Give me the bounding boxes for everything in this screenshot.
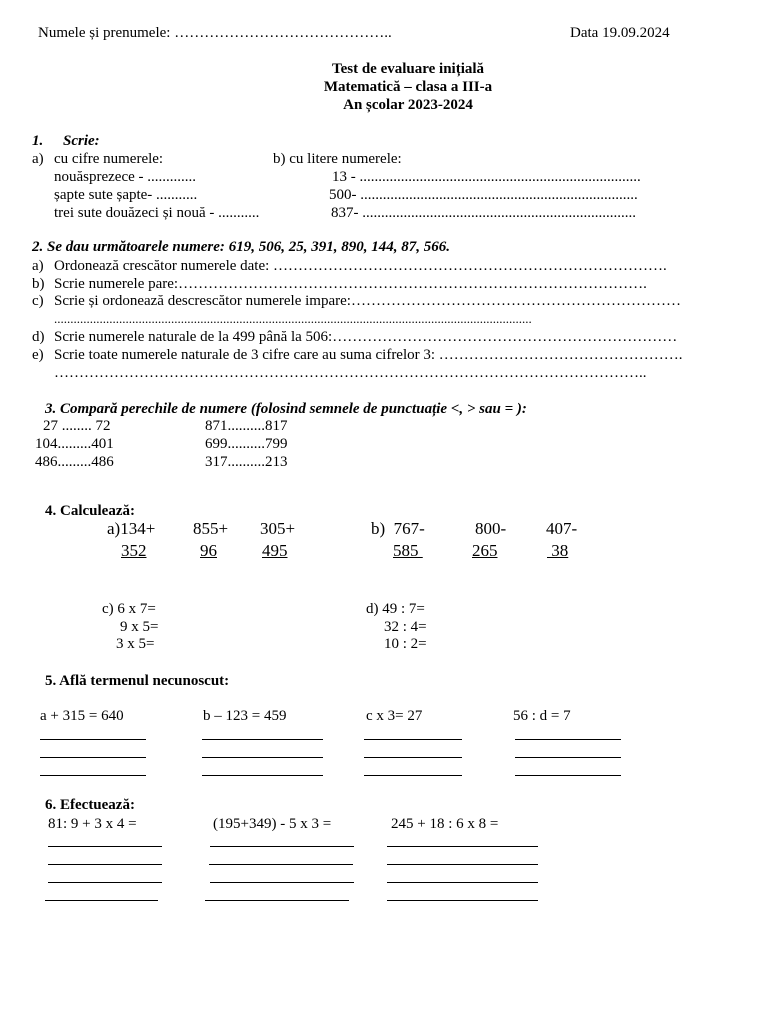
ex2-answer-line: ................................................................................................................................................... <box>54 311 532 326</box>
ex2-item-label: e) <box>32 347 44 363</box>
ex4-b-operand: 800- <box>475 519 507 538</box>
ex1-number: 1. <box>32 133 44 149</box>
ex4-a-operand: 352 <box>121 541 147 560</box>
ex4-title: 4. Calculează: <box>45 503 135 519</box>
ex5-equation: c x 3= 27 <box>366 708 423 724</box>
ex6-answer-line <box>45 900 158 901</box>
ex6-answer-line <box>387 864 538 865</box>
ex2-item-label: c) <box>32 293 44 309</box>
ex4-d-item: d) 49 : 7= <box>366 601 425 617</box>
ex2-item-label: a) <box>32 258 44 274</box>
ex4-a-operand: 495 <box>262 541 288 560</box>
ex5-answer-line <box>364 757 462 758</box>
ex4-b-operand: 265 <box>472 541 498 560</box>
ex4-a-operand: 855+ <box>193 519 229 538</box>
ex4-c-item: c) 6 x 7= <box>102 601 156 617</box>
school-year: An școlar 2023-2024 <box>343 97 473 113</box>
ex5-equation: b – 123 = 459 <box>203 708 287 724</box>
ex4-d-item: 32 : 4= <box>384 619 427 635</box>
ex2-numbers: 619, 506, 25, 391, 890, 144, 87, 566. <box>228 239 450 255</box>
ex1-a-instruction: cu cifre numerele: <box>54 151 164 167</box>
ex4-b-operand: 407- <box>546 519 578 538</box>
ex5-answer-line <box>515 739 621 740</box>
ex1-a-item: nouăsprezece - ............. <box>54 169 197 185</box>
ex4-c-item: 9 x 5= <box>120 619 159 635</box>
ex5-answer-line <box>364 739 462 740</box>
ex4-a-operand: 96 <box>200 541 217 560</box>
ex4-d-item: 10 : 2= <box>384 636 427 652</box>
ex4-b-operand: b) 767- <box>371 519 425 538</box>
ex5-answer-line <box>40 757 146 758</box>
ex1-a-item: șapte sute șapte- ........... <box>54 187 198 203</box>
ex4-a-operand: a)134+ <box>107 519 156 538</box>
ex2-item-text: Scrie numerele pare:…………………………………………………………………………………. <box>54 276 647 292</box>
ex2-title-prefix: 2. Se dau următoarele numere: <box>32 239 229 255</box>
ex1-title: Scrie: <box>63 133 100 149</box>
ex3-pair: 486.........486 <box>35 454 114 470</box>
ex6-expression: 245 + 18 : 6 x 8 = <box>391 816 499 832</box>
ex2-answer-line: ……………………………………………………………………………………………………….. <box>54 365 647 381</box>
ex4-a-operand: 305+ <box>260 519 296 538</box>
ex5-title: 5. Află termenul necunoscut: <box>45 673 230 689</box>
test-title: Test de evaluare inițială <box>331 61 485 77</box>
ex6-answer-line <box>210 882 354 883</box>
ex2-item-text: Ordonează crescător numerele date: ……………………………………………………………………. <box>54 258 667 274</box>
ex5-answer-line <box>202 775 323 776</box>
ex6-expression: (195+349) - 5 x 3 = <box>213 816 332 832</box>
ex3-pair: 317..........213 <box>205 454 288 470</box>
ex3-pair: 27 ........ 72 <box>43 418 111 434</box>
ex2-title <box>32 238 450 256</box>
ex1-a-item: trei sute douăzeci și nouă - ........... <box>54 205 260 221</box>
ex3-pair: 699..........799 <box>205 436 288 452</box>
ex5-answer-line <box>515 775 621 776</box>
ex3-pair: 871..........817 <box>205 418 288 434</box>
ex1-b-instruction: b) cu litere numerele: <box>273 151 402 167</box>
ex5-answer-line <box>40 739 146 740</box>
ex6-answer-line <box>209 864 353 865</box>
ex1-b-item: 837- ......................................................................... <box>331 205 636 221</box>
ex3-title: 3. Compară perechile de numere (folosind semnele de punctuație <, > sau = ): <box>45 401 527 417</box>
ex1-a-label: a) <box>32 151 44 167</box>
ex2-item-text: Scrie toate numerele naturale de 3 cifre care au suma cifrelor 3: …………………………………………. <box>54 347 683 363</box>
ex5-answer-line <box>202 757 323 758</box>
ex6-answer-line <box>387 882 538 883</box>
ex6-answer-line <box>205 900 349 901</box>
ex6-answer-line <box>387 846 538 847</box>
date-label: Data 19.09.2024 <box>570 25 670 41</box>
ex3-pair: 104.........401 <box>35 436 114 452</box>
ex2-item-label: b) <box>32 276 45 292</box>
ex5-answer-line <box>40 775 146 776</box>
ex5-answer-line <box>364 775 462 776</box>
ex6-expression: 81: 9 + 3 x 4 = <box>48 816 137 832</box>
ex1-b-item: 13 - ........................................................................... <box>332 169 641 185</box>
ex1-b-item: 500- .......................................................................... <box>329 187 638 203</box>
name-field-label: Numele și prenumele: …………………………………….. <box>38 25 392 41</box>
ex6-answer-line <box>48 864 162 865</box>
test-subject: Matematică – clasa a III-a <box>323 79 493 95</box>
ex6-answer-line <box>48 846 162 847</box>
ex4-b-operand: 585 <box>393 541 423 560</box>
ex4-b-operand: 38 <box>547 541 569 560</box>
ex6-answer-line <box>387 900 538 901</box>
ex6-answer-line <box>210 846 354 847</box>
ex2-item-text: Scrie numerele naturale de la 499 până la 506:…………………………………………………………… <box>54 329 678 345</box>
ex6-answer-line <box>48 882 162 883</box>
ex4-c-item: 3 x 5= <box>116 636 155 652</box>
ex2-item-text: Scrie și ordonează descrescător numerele impare:………………………………………………………… <box>54 293 681 309</box>
ex2-item-label: d) <box>32 329 45 345</box>
ex5-equation: a + 315 = 640 <box>40 708 124 724</box>
ex5-equation: 56 : d = 7 <box>513 708 571 724</box>
ex6-title: 6. Efectuează: <box>45 797 135 813</box>
ex5-answer-line <box>202 739 323 740</box>
ex5-answer-line <box>515 757 621 758</box>
